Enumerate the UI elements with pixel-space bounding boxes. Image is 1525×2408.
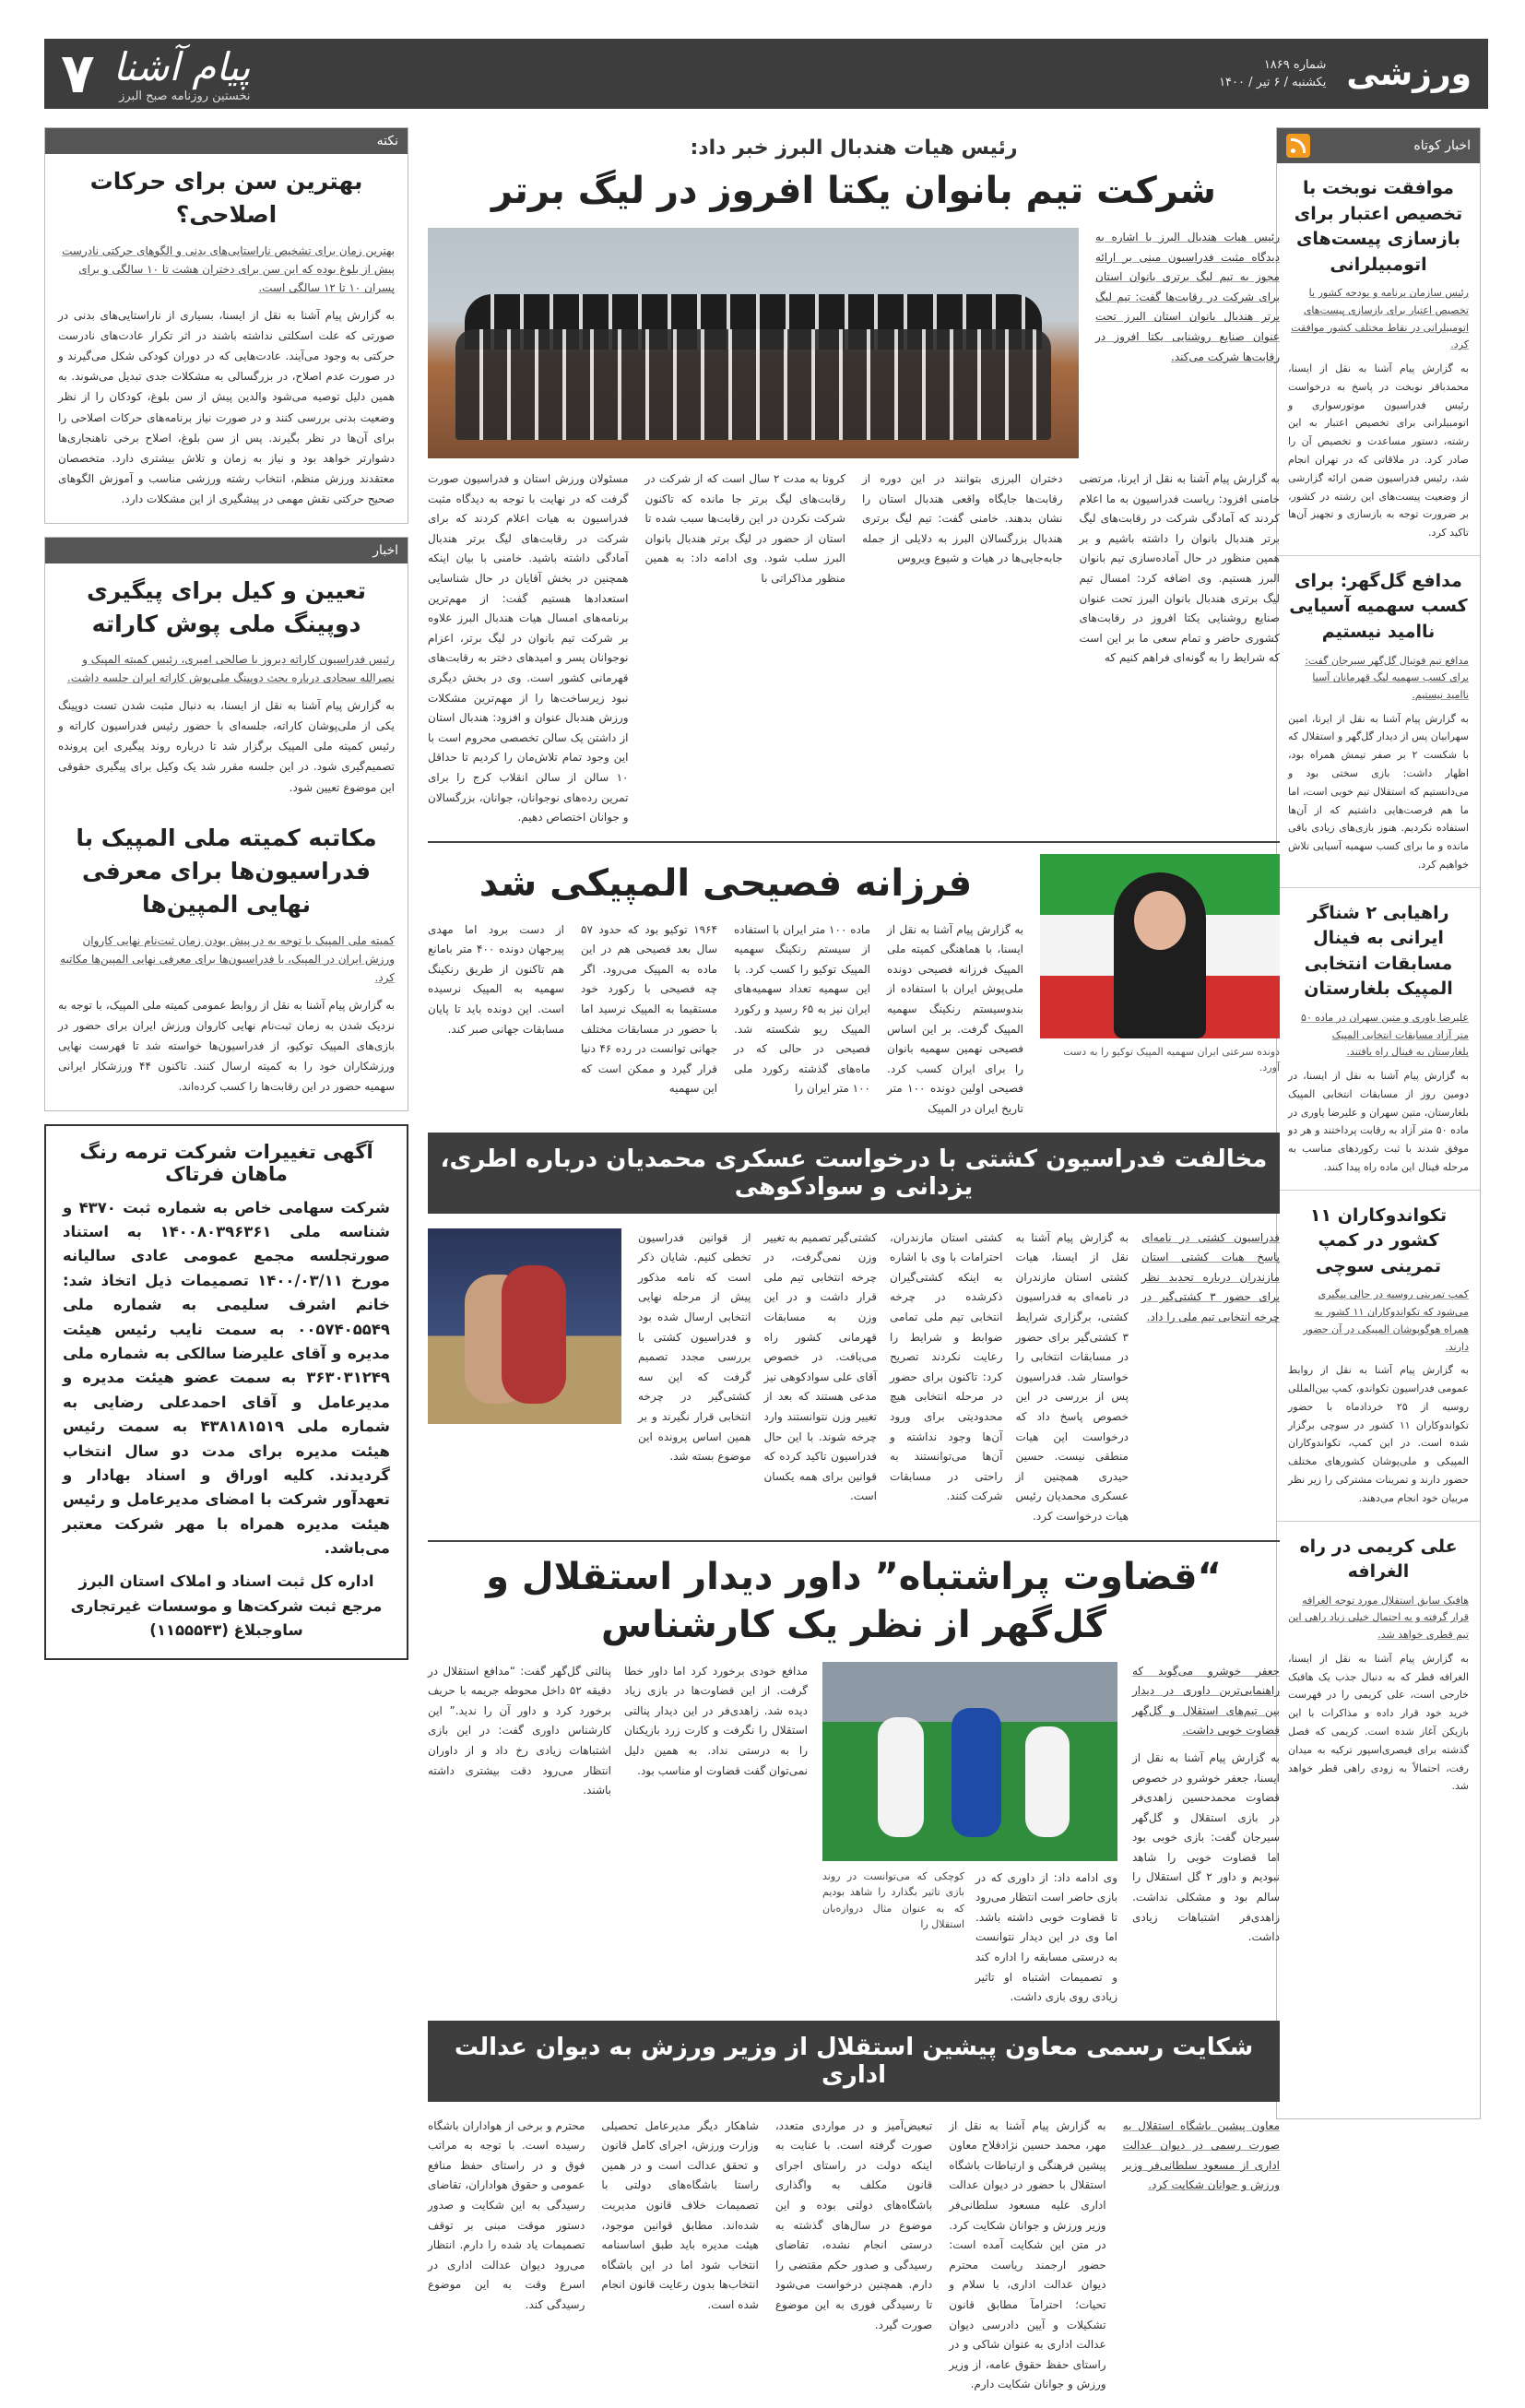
complaint-columns: [428, 2117, 1280, 2395]
article-column: به گزارش پیام آشنا به نقل از ایسنا، هیات کشتی استان مازندران در نامه‌ای به فدراسیون کشتی، برگزاری شرایط ۳ کشتی‌گیر برای حضور در مسابقات انتخابی را خواستار شد. فدراسیون پس از بررسی در این خصوص پاسخ داد که درخواست این هیات منطقی نیست. حسین حیدری همچنین از عسکری محمدیان رئیس هیات درخواست کرد.: [1015, 1230, 1129, 1523]
article-column: به گزارش پیام آشنا به نقل از ایسنا، با هماهنگی کمیته ملی المپیک فرزانه فصیحی دونده ملی‌پوش ایران با استفاده از بندوسیستم رنکینگ سهمیه المپیک گرفت. بر این اساس فصیحی نهمین سهمیه بانوان را برای ایران کسب کرد. فصیحی اولین دونده ۱۰۰ متر تاریخ ایران در المپیک: [887, 922, 1024, 1116]
brief-title: راهیابی ۲ شناگر ایرانی به فینال مسابقات انتخابی المپیک بلغارستان: [1304, 902, 1453, 1000]
complaint-article: [428, 2021, 1280, 2395]
akhbar-box: [44, 537, 408, 1111]
brief-item: [1277, 163, 1480, 556]
article-column: کشتی استان مازندران، احترامات با وی با اشاره به اینکه کشتی‌گیران ذکرشده در چرخه انتخابی تیم ملی تمامی ضوابط و شرایط را رعایت نکردند تصریح کرد: تاکنون برای حضور در مرحله انتخابی هیچ محدودیتی برای ورود آن‌ها وجود نداشته و آن‌ها می‌توانستند به راحتی در مسابقات شرکت کنند.: [890, 1230, 1003, 1503]
brand: [113, 44, 251, 103]
handball-article: [428, 136, 1280, 828]
main-column: [428, 127, 1280, 2408]
olympic-columns: [428, 920, 1023, 1120]
brief-body: به گزارش پیام آشنا به نقل از ایرنا، امین سهرابیان پس از دیدار گل‌گهر و استقلال که با شکست ۲ بر صفر تیمش همراه بود، اظهار داشت: بازی سختی بود و می‌دانستیم که استقلال تیم خوبی است، اما ما هم فرصت‌هایی داشتیم که از آن‌ها استفاده نکردیم. هنوز بازی‌های زیادی باقی مانده و ما برای کسب سهمیه آسیایی تلاش خواهیم کرد.: [1288, 712, 1470, 871]
article-column: به گزارش پیام آشنا به نقل از مهر، محمد حسین نژادفلاح معاون پیشین فرهنگی و ارتباطات باشگاه استقلال با حضور در دیوان عدالت اداری علیه مسعود سلطانی‌فر وزیر ورزش و جوانان شکایت کرد. در متن این شکایت آمده است: حضور ارجمند ریاست محترم دیوان عدالت اداری، با سلام و تحیات؛ احترامآ مطابق قانون تشکیلات و آیین دادرسی دیوان عدالت اداری به عنوان شاکی و در راستای حفظ حقوق عامه، از وزیر ورزش و جوانان شکایت دارم.: [949, 2118, 1106, 2391]
rss-icon: [1286, 134, 1310, 158]
brief-lead: علیرضا یاوری و متین سهران در ماده ۵۰ متر آزاد مسابقات انتخابی المپیک بلغارستان به فینال راه یافتند.: [1300, 1011, 1469, 1059]
issue-info: [1219, 56, 1326, 92]
nokte-header: نکته: [45, 128, 408, 154]
divider: [428, 841, 1280, 843]
referee-right-col: [1132, 1662, 1280, 2008]
referee-layout: [428, 1662, 1280, 2008]
brief-lead: هافبک سابق استقلال مورد توجه الغرافه قرار گرفته و به احتمال خیلی زیاد راهی این تیم قطری خواهد شد.: [1288, 1594, 1469, 1642]
short-news-sidebar: [1276, 127, 1481, 2119]
wrestling-photo: [428, 1228, 621, 1424]
article-column: کشتی‌گیر تصمیم به تغییر وزن نمی‌گرفت، در چرخه انتخابی تیم ملی قرار داشت و در این وزن به مسابقات قهرمانی کشور راه می‌یافت. در خصوص آقای علی سوادکوهی نیز مدعی هستند که بعد از تغییر وزن نتوانستند وارد چرخه شوند. با این حال فدراسیون تاکید کرده که قوانین برای همه یکسان است.: [763, 1230, 877, 1503]
article-column: وی ادامه داد: از داوری که در بازی حاضر است انتظار می‌رود تا قضاوت خوبی داشته باشد. اما وی در این دیدار نتوانست به درستی مسابقه را اداره کند و تصمیمات اشتباه او تاثیر زیادی روی بازی داشت.: [975, 1870, 1117, 2004]
article-headline: شرکت تیم بانوان یکتا افروز در لیگ برتر: [491, 170, 1216, 212]
divider: [428, 1540, 1280, 1542]
handball-top: [428, 228, 1280, 458]
referee-under-photo: [822, 1868, 1117, 2008]
legal-notice-ad: [44, 1124, 408, 1660]
article-column: مسئولان ورزش استان و فدراسیون صورت گرفت که در نهایت با توجه به دیدگاه مثبت فدراسیون به هیات اعلام کردند که برای شرکت در رقابت‌های لیگ برتر هندبال آمادگی داشته باشید. خامنی با بیان اینکه همچنین در بخش آقایان در حال شناسایی استعدادها هستیم گفت: از مهم‌ترین برنامه‌های امسال هیات هندبال البرز علاوه بر شرکت تیم بانوان در لیگ برتر، اعزام نوجوانان پسر و امیدهای دختر به رقابت‌های قهرمانی کشور است. وی در بخش دیگری نبود زیرساخت‌ها را از مهم‌ترین مشکلات ورزش هندبال عنوان و افزود: هندبال استان از داشتن یک سالن تخصصی محروم است با این وجود تمام تلاش‌مان را کردیم تا حداقل ۱۰ سالن از سالن انقلاب کرج را برای تمرین رده‌های نوجوانان، جوانان، بزرگسالان و جوانان اختصاص دهیم.: [428, 472, 629, 824]
brief-lead: رئیس سازمان برنامه و بودجه کشور با تخصیص اعتبار برای بازسازی پیست‌های اتومبیلرانی در نقاط مختلف کشور موافقت کرد.: [1291, 287, 1469, 351]
olympic-article: [428, 854, 1280, 1120]
brief-lead: مدافع تیم فوتبال گل‌گهر سیرجان گفت: برای کسب سهمیه لیگ قهرمانان آسیا ناامید نیستیم.: [1305, 654, 1469, 701]
article-column: تبعیض‌آمیز و در مواردی متعدد، صورت گرفته است. با عنایت به اینکه دولت در راستای اجرای قانون مکلف به واگذاری باشگاه‌های دولتی بوده و این موضوع در سال‌های گذشته به درستی انجام نشده، تقاضای رسیدگی و صدور حکم مقتضی را دارم. همچنین درخواست می‌شود تا رسیدگی فوری به این موضوع صورت گیرد.: [774, 2118, 933, 2331]
article-column: به گزارش پیام آشنا به نقل از ایرنا، مرتضی خامنی افزود: ریاست فدراسیون به ما اعلام کردند که آمادگی شرکت در رقابت‌های لیگ برتر هندبال بانوان را داشته باشیم و بر همین منظور در حال آماده‌سازی تیم بانوان البرز هستیم. وی اضافه کرد: امسال تیم لیگ برتری هندبال بانوان البرز تحت عنوان صنایع روشنایی یکتا افروز در رقابت‌های کشوری حاضر و تمام سعی ما بر این است که شرایط را به گونه‌ای فراهم کنیم که: [1079, 472, 1280, 665]
brief-title: موافقت نوبخت با تخصیص اعتبار برای بازسازی پیست‌های اتومبیلرانی: [1294, 178, 1463, 275]
brief-item: [1277, 556, 1480, 888]
nokte-lead: بهترین زمان برای تشخیص ناراستایی‌های بدنی و الگوهای حرکتی نادرست پیش از بلوغ بوده که این سن برای دختران هشت تا ۱۰ سالگی و برای پسران ۱۰ تا ۱۲ سالگی است.: [62, 243, 395, 295]
issue-number: شماره ۱۸۶۹: [1263, 57, 1327, 72]
brief-item: [1277, 888, 1480, 1191]
article-kicker: رئیس هیات هندبال البرز خبر داد:: [690, 136, 1018, 160]
ad-text: شرکت سهامی خاص به شماره ثبت ۴۳۷۰ و شناسه ملی ۱۴۰۰۸۰۳۹۶۳۶۱ به استناد صورتجلسه مجمع عمومی عادی سالیانه مورخ ۱۴۰۰/۰۳/۱۱ تصمیمات ذیل اتخاذ شد: خانم اشرف سلیمی به شماره ملی ۰۰۵۷۴۰۵۵۴۹ به سمت نایب رئیس هیئت مدیره و آقای علیرضا سالکی به شماره ملی ۳۶۳۰۳۱۲۴۹ به سمت عضو هیئت مدیره و مدیرعامل و آقای احمدعلی رضایی به شماره ملی ۴۳۸۱۸۱۵۱۹ به سمت رئیس هیئت مدیره برای مدت دو سال انتخاب گردیدند. کلیه اوراق و اسناد بهادار و تعهدآور شرکت با امضای مدیرعامل و رئیس هیئت مدیره همراه با مهر شرکت معتبر می‌باشد.: [63, 1198, 390, 1558]
article-column: پنالتی گل‌گهر گفت: “مدافع استقلال در دقیقه ۵۲ داخل محوطه جریمه با حریف برخورد کرد و داور آن را ندید.” این کارشناس داوری گفت: در این بازی اشتباهات زیادی رخ داد و از داوران انتظار می‌رود دقت بیشتری داشته باشند.: [428, 1664, 611, 1797]
brand-tagline: نخستین روزنامه صبح البرز: [119, 89, 251, 103]
article-lead: معاون پیشین باشگاه استقلال به صورت رسمی در دیوان عدالت اداری از مسعود سلطانی‌فر وزیر ورزش و جوانان شکایت کرد.: [1122, 2118, 1280, 2192]
article-column: شاهکار دیگر مدیرعامل تحصیلی وزارت ورزش، اجرای کامل قانون و تحقق عدالت است و در همین راستا باشگاه‌های دولتی با تصمیمات خلاف قانون مدیریت شده‌اند. مطابق قوانین موجود، هیئت مدیره باید طبق اساسنامه انتخاب شود اما در این باشگاه انتخاب‌ها بدون رعایت قانون انجام شده است.: [601, 2118, 759, 2312]
akhbar-body: به گزارش پیام آشنا به نقل از روابط عمومی کمیته ملی المپیک، با توجه به نزدیک شدن به زمان ثبت‌نام نهایی کاروان ورزش ایران برای حضور در بازی‌های المپیک توکیو، از فدراسیون‌ها خواسته شد تا فهرست نهایی ورزشکاران خود را به کمیته ارسال کنند. تاکنون ۴۴ ورزشکار ایرانی سهمیه حضور در این رقابت‌ها را کسب کرده‌اند.: [58, 998, 395, 1094]
page-number: ۷: [61, 42, 95, 106]
short-news-header: [1277, 128, 1480, 163]
wrestling-layout: [428, 1228, 1280, 1527]
brief-item: [1277, 1522, 1480, 1809]
article-headline: “قضاوت پراشتباه” داور دیدار استقلال و گل‌گهر از نظر یک کارشناس: [486, 1555, 1222, 1646]
section-name: ورزشی: [1346, 54, 1472, 93]
article-lead: جعفر خوشرو می‌گوید که راهنمایی‌ترین داوری در دیدار بین تیم‌های استقلال و گل‌گهر قضاوت خوبی داشت.: [1132, 1664, 1280, 1738]
akhbar-title: مکاتبه کمیته ملی المپیک با فدراسیون‌ها برای معرفی نهایی المپین‌ها: [76, 824, 377, 919]
masthead-right: [1219, 55, 1472, 93]
issue-date: یکشنبه / ۶ تیر / ۱۴۰۰: [1219, 76, 1327, 89]
masthead-left: [61, 42, 250, 106]
akhbar-lead: رئیس فدراسیون کاراته دیروز با صالحی امیری، رئیس کمیته المپیک و نصرالله سجادی درباره بحث دوپینگ ملی‌پوش کاراته ایران جلسه داشت.: [67, 653, 395, 685]
brief-title: علی کریمی در راه الغرافه: [1299, 1536, 1458, 1583]
article-column: ماده ۱۰۰ متر ایران با استفاده از سیستم رنکینگ سهمیه المپیک توکیو را کسب کرد. با این سهمیه تعداد سهمیه‌های ایران نیز به ۶۵ رسید و رکورد المپیک ریو شکسته شد. فصیحی در حالی که در ماه‌های گذشته رکورد ملی ۱۰۰ متر ایران را: [734, 922, 870, 1096]
article-column: محترم و برخی از هواداران باشگاه رسیده است. با توجه به مراتب فوق و در راستای حفظ منافع عمومی و حقوق هواداران، تقاضای رسیدگی به این شکایت و صدور دستور موقت مبنی بر توقف تصمیمات یاد شده را دارم. انتظار می‌رود دیوان عدالت اداری در اسرع وقت به این موضوع رسیدگی کند.: [428, 2118, 585, 2312]
article-headline: مخالفت فدراسیون کشتی با درخواست عسکری محمدیان درباره اطری، یزدانی و سوادکوهی: [428, 1133, 1280, 1214]
ad-signature: اداره کل ثبت اسناد و املاک استان البرز مرجع ثبت شرکت‌ها و موسسات غیرتجاری ساوجبلاغ (۱۱۵۵۵۴۳): [70, 1572, 383, 1640]
article-column: به گزارش پیام آشنا به نقل از ایسنا، جعفر خوشرو در خصوص قضاوت محمدحسین زاهدی‌فر در بازی استقلال و گل‌گهر سیرجان گفت: بازی خوبی بود اما قضاوت خوبی را شاهد نبودیم و داور ۲ گل استقلال را سالم بود و مشکلی نداشت. زاهدی‌فر اشتباهات زیادی داشت.: [1132, 1750, 1280, 1944]
brand-name: پیام آشنا: [112, 44, 251, 89]
left-sidebar: [44, 127, 408, 1660]
article-column: دختران البرزی بتوانند در این دوره از رقابت‌ها جایگاه واقعی هندبال استان را نشان بدهند. خامنی گفت: تیم لیگ برتری هندبال بزرگسالان البرز به دلایلی از جمله جابه‌جایی‌ها در هیات و شیوع ویروس: [862, 472, 1063, 565]
akhbar-title: تعیین و کیل برای پیگیری دوپینگ ملی پوش کاراته: [86, 576, 367, 637]
player-figure: [878, 1717, 924, 1837]
photo-caption: کوچکی که می‌توانست در روند بازی تاثیر بگذارد را شاهد بودیم که به عنوان مثال دروازه‌بان استقلال را: [822, 1869, 964, 1931]
wrestler-figure: [502, 1265, 566, 1404]
referee-photo-block: [822, 1662, 1117, 2008]
olympic-layout: [428, 854, 1280, 1120]
athlete-face: [1134, 891, 1186, 950]
article-column: کرونا به مدت ۲ سال است که از شرکت در رقابت‌های لیگ برتر جا مانده که تاکنون شرکت نکردن در این رقابت‌ها سبب شده تا استان از حضور در لیگ برتر هندبال بانوان البرز سلب شود. وی ادامه داد: به همین منظور مذاکراتی با: [644, 472, 846, 585]
ad-title: آگهی تغییرات شرکت ترمه رنگ ماهان فرتاک: [79, 1140, 373, 1185]
article-column: ۱۹۶۴ توکیو بود که حدود ۵۷ سال بعد فصیحی هم در این ماده به المپیک می‌رود. اگر چه فصیحی با رکورد خود مستقیما به المپیک نرسید اما با حضور در مسابقات مختلف جهانی توانست در رده ۴۶ دنیا قرار گیرد و ممکن است که این سهمیه: [581, 922, 717, 1096]
handball-columns: [428, 469, 1280, 828]
player-figure: [1025, 1726, 1070, 1837]
athlete-photo: [1040, 854, 1280, 1038]
masthead: [44, 39, 1488, 109]
akhbar-lead: کمیته ملی المپیک با توجه به در پیش بودن زمان ثبت‌نام نهایی کاروان ورزش ایران در المپیک، با فدراسیون‌ها برای معرفی نهایی المپین‌ها مکاتبه کرد.: [60, 933, 395, 985]
nokte-title: بهترین سن برای حرکات اصلاحی؟: [89, 168, 363, 229]
article-column: مدافع خودی برخورد کرد اما داور خطا گرفت. از این قضاوت‌ها در بازی زیاد دیده شد. زاهدی‌فر در این دیدار پنالتی استقلال را نگرفت و کارت زرد بازیکنان را به درستی نداد. به همین دلیل نمی‌توان گفت قضاوت او مناسب بود.: [624, 1664, 808, 1777]
akhbar-header: اخبار: [45, 538, 408, 563]
team-photo-front-row: [455, 329, 1051, 440]
short-news-header-label: اخبار کوتاه: [1413, 138, 1471, 153]
brief-body: به گزارش پیام آشنا به نقل از ایسنا، محمدباقر نوبخت در پاسخ به درخواست رئیس فدراسیون موتورسواری و اتومبیلرانی برای تخصیص اعتبار به این رشته، دستور مساعدت و تخصیص آن را صادر کرد. در ملاقاتی که در تهران انجام شد، رئیس فدراسیون ضمن ارائه گزارشی از وضعیت پیست‌های این رشته در کشور، بر ضرورت توجه به بازسازی و تجهیز آن‌ها تاکید کرد.: [1288, 362, 1469, 540]
olympic-text-block: [428, 854, 1023, 1120]
referee-left-cols: [428, 1662, 808, 2008]
article-column: از قوانین فدراسیون تخطی کنیم. شایان ذکر است که نامه مذکور پیش از مرحله نهایی انتخابی ارسال شده بود و فدراسیون کشتی با بررسی مجدد تصمیم گرفت که این سه کشتی‌گیر در چرخه انتخابی قرار نگیرند و بر همین اساس پرونده این موضوع بسته شد.: [638, 1230, 751, 1464]
brief-body: به گزارش پیام آشنا به نقل از ایسنا، در دومین روز از مسابقات انتخابی المپیک بلغارستان، متین سهران و علیرضا یاوری در ماده ۵۰ متر آزاد به رقابت پرداختند و هر دو موفق شدند با ثبت رکوردهای مناسب به مرحله فینال این ماده راه پیدا کنند.: [1288, 1070, 1470, 1174]
wrestling-columns: [638, 1228, 1280, 1527]
article-column: از دست برود اما مهدی پیرجهان دونده ۴۰۰ متر با‌مانع هم تاکنون از طریق رنکینگ سهمیه به المپیک نرسیده است. این دونده باید تا پایان مسابقات جهانی صبر کند.: [428, 922, 564, 1036]
photo-caption: دونده سرعتی ایران سهمیه المپیک توکیو را به دست آورد.: [1063, 1045, 1280, 1074]
nokte-body: به گزارش پیام آشنا به نقل از ایسنا، بسیاری از ناراستایی‌های بدنی در صورتی که علت اسکلتی نداشته باشند در اثر تکرار عادت‌های نادرست حرکتی به وجود می‌آیند. عادت‌هایی که در دوران کودکی شکل می‌گیرند و در صورت عدم اصلاح، در بزرگسالی به مشکلات جدی تبدیل می‌شوند. به همین دلیل توصیه می‌شود والدین پیش از سن بلوغ، کودکان را از نظر وضعیت بدنی بررسی کنند و در صورت نیاز برنامه‌های حرکات اصلاحی را برای آن‌ها در نظر بگیرند. پس از سن بلوغ، اصلاح برخی ناهنجاری‌ها دشوارتر خواهد بود و نیاز به زمان و تلاش بیشتری دارد. متخصصان معتقدند ورزش منظم، انتخاب رشته ورزشی مناسب و آموزش الگوهای صحیح حرکتی نقش مهمی در پیشگیری از این مشکلات دارد.: [58, 308, 395, 506]
article-headline: فرزانه فصیحی المپیکی شد: [479, 861, 973, 905]
akhbar-body: به گزارش پیام آشنا به نقل از ایسنا، به دنبال مثبت شدن تست دوپینگ یکی از ملی‌پوشان کاراته، جلسه‌ای با حضور رئیس فدراسیون کاراته و رئیس کمیته ملی المپیک برگزار شد تا درباره روند پیگیری این پرونده تصمیم‌گیری شود. در این جلسه مقرر شد یک وکیل برای پیگیری حقوقی این موضوع تعیین شود.: [58, 698, 395, 794]
brief-title: تکواندوکاران ۱۱ کشور در کمپ تمرینی سوچی: [1309, 1204, 1448, 1276]
article-headline: شکایت رسمی معاون پیشین استقلال از وزیر ورزش به دیوان عدالت اداری: [428, 2021, 1280, 2102]
brief-item: [1277, 1191, 1480, 1522]
brief-body: به گزارش پیام آشنا به نقل از روابط عمومی فدراسیون تکواندو، کمپ بین‌المللی روسیه از ۲۵ خردادماه با حضور تکواندوکاران ۱۱ کشور در سوچی برگزار شده است. در این کمپ، تکواندوکاران المپیکی و ملی‌پوشان کشورهای مختلف حضور دارند و تمرینات مشترکی را زیر نظر مربیان خود انجام می‌دهند.: [1288, 1364, 1470, 1504]
brief-title: مدافع گل‌گهر: برای کسب سهمیه آسیایی ناامید نیستیم: [1289, 570, 1468, 642]
article-lead: فدراسیون کشتی در نامه‌ای پاسخ هیات کشتی استان مازندران درباره تجدید نظر برای حضور ۳ کشتی‌گیر در چرخه انتخابی تیم ملی را داد.: [1141, 1230, 1281, 1323]
nokte-box: [44, 127, 408, 524]
player-figure: [952, 1708, 1001, 1837]
brief-lead: کمپ تمرینی روسیه در حالی پیگیری می‌شود که تکواندوکاران ۱۱ کشور به همراه هوگوپوشان المپیکی در آن حضور دارند.: [1303, 1288, 1469, 1353]
referee-article: [428, 1553, 1280, 2008]
brief-body: به گزارش پیام آشنا به نقل از ایسنا، الغرافه قطر که به دنبال جذب یک هافبک خارجی است، علی کریمی را در فهرست خرید خود قرار داده و مذاکرات با این بازیکن آغاز شده است. کریمی که فصل گذشته برای قیصری‌اسپور ترکیه به میدان رفت، احتمالاً به زودی راهی قطر خواهد شد.: [1288, 1652, 1469, 1793]
football-photo: [822, 1662, 1117, 1861]
olympic-photo-block: [1040, 854, 1280, 1120]
wrestling-article: [428, 1133, 1280, 1527]
article-lead: رئیس هیات هندبال البرز با اشاره به دیدگاه مثبت فدراسیون مبنی بر ارائه مجوز به تیم لیگ برتری بانوان استان برای شرکت در رقابت‌ها گفت: تیم لیگ برتر هندبال بانوان استان البرز تحت عنوان صنایع روشنایی یکتا افروز در رقابت‌ها شرکت می‌کند.: [1095, 231, 1280, 363]
team-photo: [428, 228, 1079, 458]
